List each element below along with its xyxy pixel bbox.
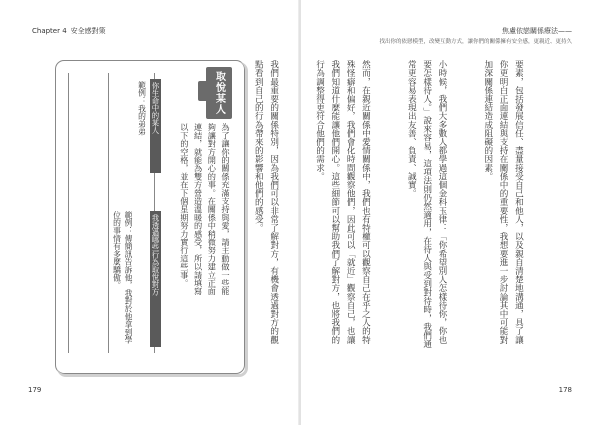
page-number-left: 179 [28, 386, 42, 394]
body-paragraph: 小時候，我們大多數人都學過這個金科玉律：「你希望別人怎樣待你，你也要怎樣待人。」說來容易，這項法則仍然適用，在待人與受到對待時，我們通常更容易表現出友善、負責、誠實。 [406, 60, 447, 349]
card-intro-text: 為了讓你的關係充滿支持與愛，請主動做一些能夠讓對方開心的事。在關係中稍微努力建立正面連結，就能為雙方營造溫暖的感受，所以請填寫以下的空格，並在下個星期努力實行這些事。 [179, 123, 231, 296]
card-title-tab [198, 81, 208, 101]
chapter-label: Chapter 4 [32, 27, 67, 35]
exercise-card [55, 60, 245, 374]
answer-line [108, 73, 109, 353]
running-head-subtitle: 找出你的依戀模型，改變互動方式，讓你們的關係擁有安全感，更親近、更持久 [379, 39, 572, 45]
item-label-actions: 我透過哪些行為取悅對方 [150, 211, 161, 347]
right-page [253, 0, 600, 425]
chapter-header [28, 26, 106, 36]
item-example-actions: 範例：傳簡訊告訴他，我對於他拿到學位的事情有多麼驕傲。 [112, 211, 133, 344]
card-title: 取悅某人 [213, 71, 225, 115]
body-paragraph: 要素，包括發展信任、盡量接受自己和他人，以及親自清楚地溝通，具了讓你更明白正面連結與支持在關係中的重要性，我想要進一步討論其中可能對加深關係連結造成阻礙的因素。 [482, 60, 524, 344]
page-number-right: 178 [558, 386, 572, 394]
answer-line [68, 73, 69, 353]
body-paragraph: 我們最重要的關係特別，因為我們可以非常了解對方，有機會透過對方的觀點看到自己的行為帶來的影響和他們的感受。 [253, 60, 279, 344]
chapter-title: 安全感對策 [70, 27, 106, 35]
item-label-person: 你生命中的某人 [150, 79, 161, 173]
item-example-person: 範例：我的弟弟 [137, 81, 147, 136]
running-head-title: 焦慮依戀關係療法—— [502, 27, 572, 35]
body-text [219, 60, 556, 352]
body-paragraph: 然而，在親近關係中愛情關係中，我們也有特權可以觀察自己在乎之人的特殊怪癖和偏好，我們會化時間觀察他們，因此可以「就近」觀察自己，也讓我們知道什麼能讓他們開心。這些細節可以幫助我們了解對方，也將我們的行為調整得更符合他們的需求。 [314, 60, 371, 344]
